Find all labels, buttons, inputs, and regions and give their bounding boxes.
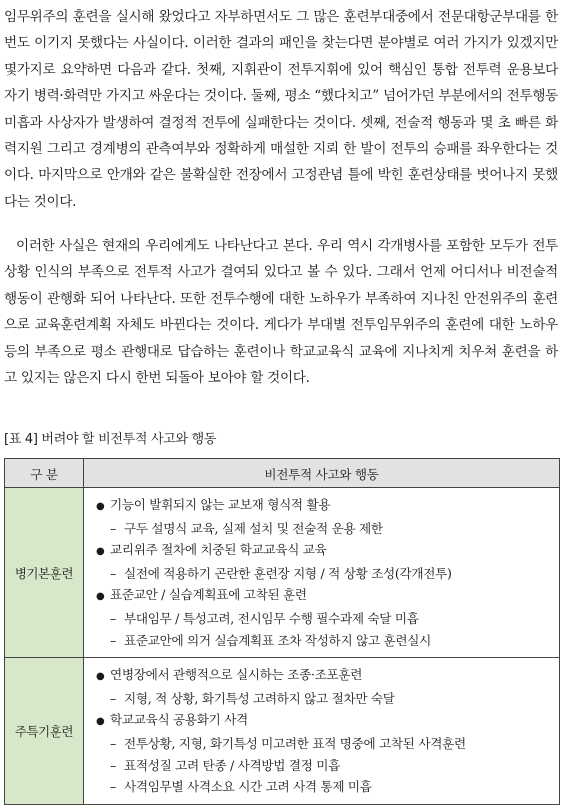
subitem-text: 표준교안에 의거 실습계획표 조차 작성하지 않고 훈련실시 [124,632,431,648]
dash-icon: – [110,690,116,706]
table-row [5,488,560,658]
bullet-icon: ● [96,716,105,728]
item-text: 표준교안 / 실습계획표에 고착된 훈련 [110,587,307,603]
list-item [96,584,553,608]
header-content: 비전투적 사고와 행동 [84,459,560,488]
subitem-text: 사격임무별 사격소요 시간 고려 사격 통제 미흡 [124,779,372,795]
dash-icon: – [110,520,116,536]
list-subitem [96,608,553,630]
dash-icon: – [110,757,116,773]
item-list [96,664,553,798]
item-text: 연병장에서 관행적으로 실시하는 조종·조포훈련 [110,667,363,683]
body-paragraph-1: 임무위주의 훈련을 실시해 왔었다고 자부하면서도 그 많은 훈련부대중에서 전문대항군부대를 한번도 이기지 못했다는 사실이다. 이러한 결과의 패인을 찾는다면 분야별로 여러 가지가 있겠지만 몇가지로 요약하면 다음과 같다. 첫째, 지휘관이 전투지휘에 있어 핵심인 통합 전투력 운용보다 자기 병력·화력만 가지고 싸운다는 것이다. 둘째, 평소 “했다치고” 넘어가던 부분에서의 전투행동 미흡과 사상자가 발생하여 결정적 전투에 실패한다는 것이다. 셋째, 전술적 행동과 몇 초 빠른 화력지원 그리고 경계병의 관측여부와 정확하게 매설한 지뢰 한 발이 전투의 승패를 좌우한다는 것이다. 마지막으로 안개와 같은 불확실한 전장에서 고정관념 틀에 박힌 훈련상태를 벗어나지 못했다는 것이다. [4,9,558,210]
list-subitem [96,630,553,652]
bullet-icon: ● [96,546,105,558]
subitem-text: 전투상황, 지형, 화기특성 미고려한 표적 명중에 고착된 사격훈련 [124,735,466,751]
item-list [96,494,553,651]
list-item [96,494,553,518]
item-text: 교리위주 절차에 치중된 학교교육식 교육 [110,542,327,558]
subitem-text: 표적성질 고려 탄종 / 사격방법 결정 미흡 [124,757,341,773]
row-category: 병기본훈련 [5,488,84,658]
row-content [84,658,560,805]
list-item [96,709,553,733]
row-content [84,488,560,658]
subitem-text: 구두 설명식 교육, 실제 설치 및 전술적 운용 제한 [124,520,383,536]
header-category: 구 분 [5,459,84,488]
dash-icon: – [110,610,116,626]
bullet-icon: ● [96,671,105,683]
item-text: 기능이 발휘되지 않는 교보재 형식적 활용 [110,497,331,512]
subitem-text: 지형, 적 상황, 화기특성 고려하지 않고 절차만 숙달 [124,690,395,706]
item-text: 학교교육식 공용화기 사격 [110,712,248,728]
list-subitem [96,688,553,710]
list-subitem [96,518,553,540]
table-caption: [표 4] 버려야 할 비전투적 사고와 행동 [4,432,217,447]
list-item [96,539,553,563]
dash-icon: – [110,779,116,795]
list-subitem [96,733,553,755]
list-subitem [96,776,553,798]
list-item [96,664,553,688]
row-category: 주특기훈련 [5,658,84,805]
table-header-row [5,459,560,488]
dash-icon: – [110,565,116,581]
dash-icon: – [110,735,116,751]
list-subitem [96,563,553,585]
table-row [5,658,560,805]
list-subitem [96,755,553,777]
subitem-text: 실전에 적용하기 곤란한 훈련장 지형 / 적 상황 조성(각개전투) [124,565,452,581]
body-paragraph-2: 이러한 사실은 현재의 우리에게도 나타난다고 본다. 우리 역시 각개병사를 포함한 모두가 전투상황 인식의 부족으로 전투적 사고가 결여되 있다고 볼 수 있다. 그래서 언제 어디서나 비전술적 행동이 관행화 되어 나타난다. 또한 전투수행에 대한 노하우가 부족하여 지나친 안전위주의 훈련으로 교육훈련계획 자체도 바뀐다는 것이다. 게다가 부대별 전투임무위주의 훈련에 대한 노하우 등의 부족으로 평소 관행대로 답습하는 훈련이나 학교교육식 교육에 지나치게 치우쳐 훈련을 하고 있지는 않은지 다시 한번 되돌아 보아야 할 것이다. [4,238,558,387]
bullet-icon: ● [96,591,105,603]
bullet-icon: ● [96,501,105,512]
table-4 [4,458,560,805]
dash-icon: – [110,632,116,648]
subitem-text: 부대임무 / 특성고려, 전시임무 수행 필수과제 숙달 미흡 [124,610,419,626]
